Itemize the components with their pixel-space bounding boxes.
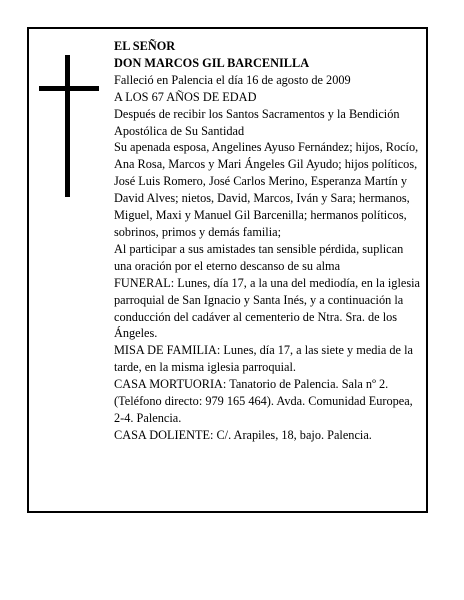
family-mass-paragraph: MISA DE FAMILIA: Lunes, día 17, a las siete y media de la tarde, en la misma iglesia parroquial.: [114, 343, 413, 375]
sacraments-paragraph: Después de recibir los Santos Sacramentos y la Bendición Apostólica de Su Santidad: [114, 106, 400, 138]
deceased-name: DON MARCOS GIL BARCENILLA: [114, 55, 310, 70]
cross-horizontal-bar: [39, 86, 99, 91]
cross-icon: [39, 55, 99, 197]
cross-vertical-bar: [65, 55, 70, 197]
funeral-paragraph: FUNERAL: Lunes, día 17, a la una del mediodía, en la iglesia parroquial de San Ignacio y Santa Inés, y a continuación la conducción del cadáver al cementerio de Ntra. Sra. de los Ángeles.: [114, 275, 420, 341]
age-line: A LOS 67 AÑOS DE EDAD: [114, 89, 257, 104]
funeral-home-paragraph: CASA MORTUORIA: Tanatorio de Palencia. Sala nº 2. (Teléfono directo: 979 165 464). Avda. Comunidad Europea, 2-4. Palencia.: [114, 377, 413, 425]
obituary-text: [114, 38, 424, 444]
family-paragraph: Su apenada esposa, Angelines Ayuso Fernández; hijos, Rocío, Ana Rosa, Marcos y Mari Ángeles Gil Ayudo; hijos políticos, José Luis Romero, José Carlos Merino, Esperanza Martín y David Alves; nietos, David, Marcos, Iván y Sara; hermanos, Miguel, Maxi y Manuel Gil Barcenilla; hermanos políticos, sobrinos, primos y demás familia;: [114, 140, 419, 239]
title-line-1: EL SEÑOR: [114, 39, 176, 53]
death-line: Falleció en Palencia el día 16 de agosto de 2009: [114, 72, 351, 87]
mourning-house-paragraph: CASA DOLIENTE: C/. Arapiles, 18, bajo. Palencia.: [114, 427, 372, 442]
request-paragraph: Al participar a sus amistades tan sensible pérdida, suplican una oración por el eterno descanso de su alma: [114, 241, 404, 273]
